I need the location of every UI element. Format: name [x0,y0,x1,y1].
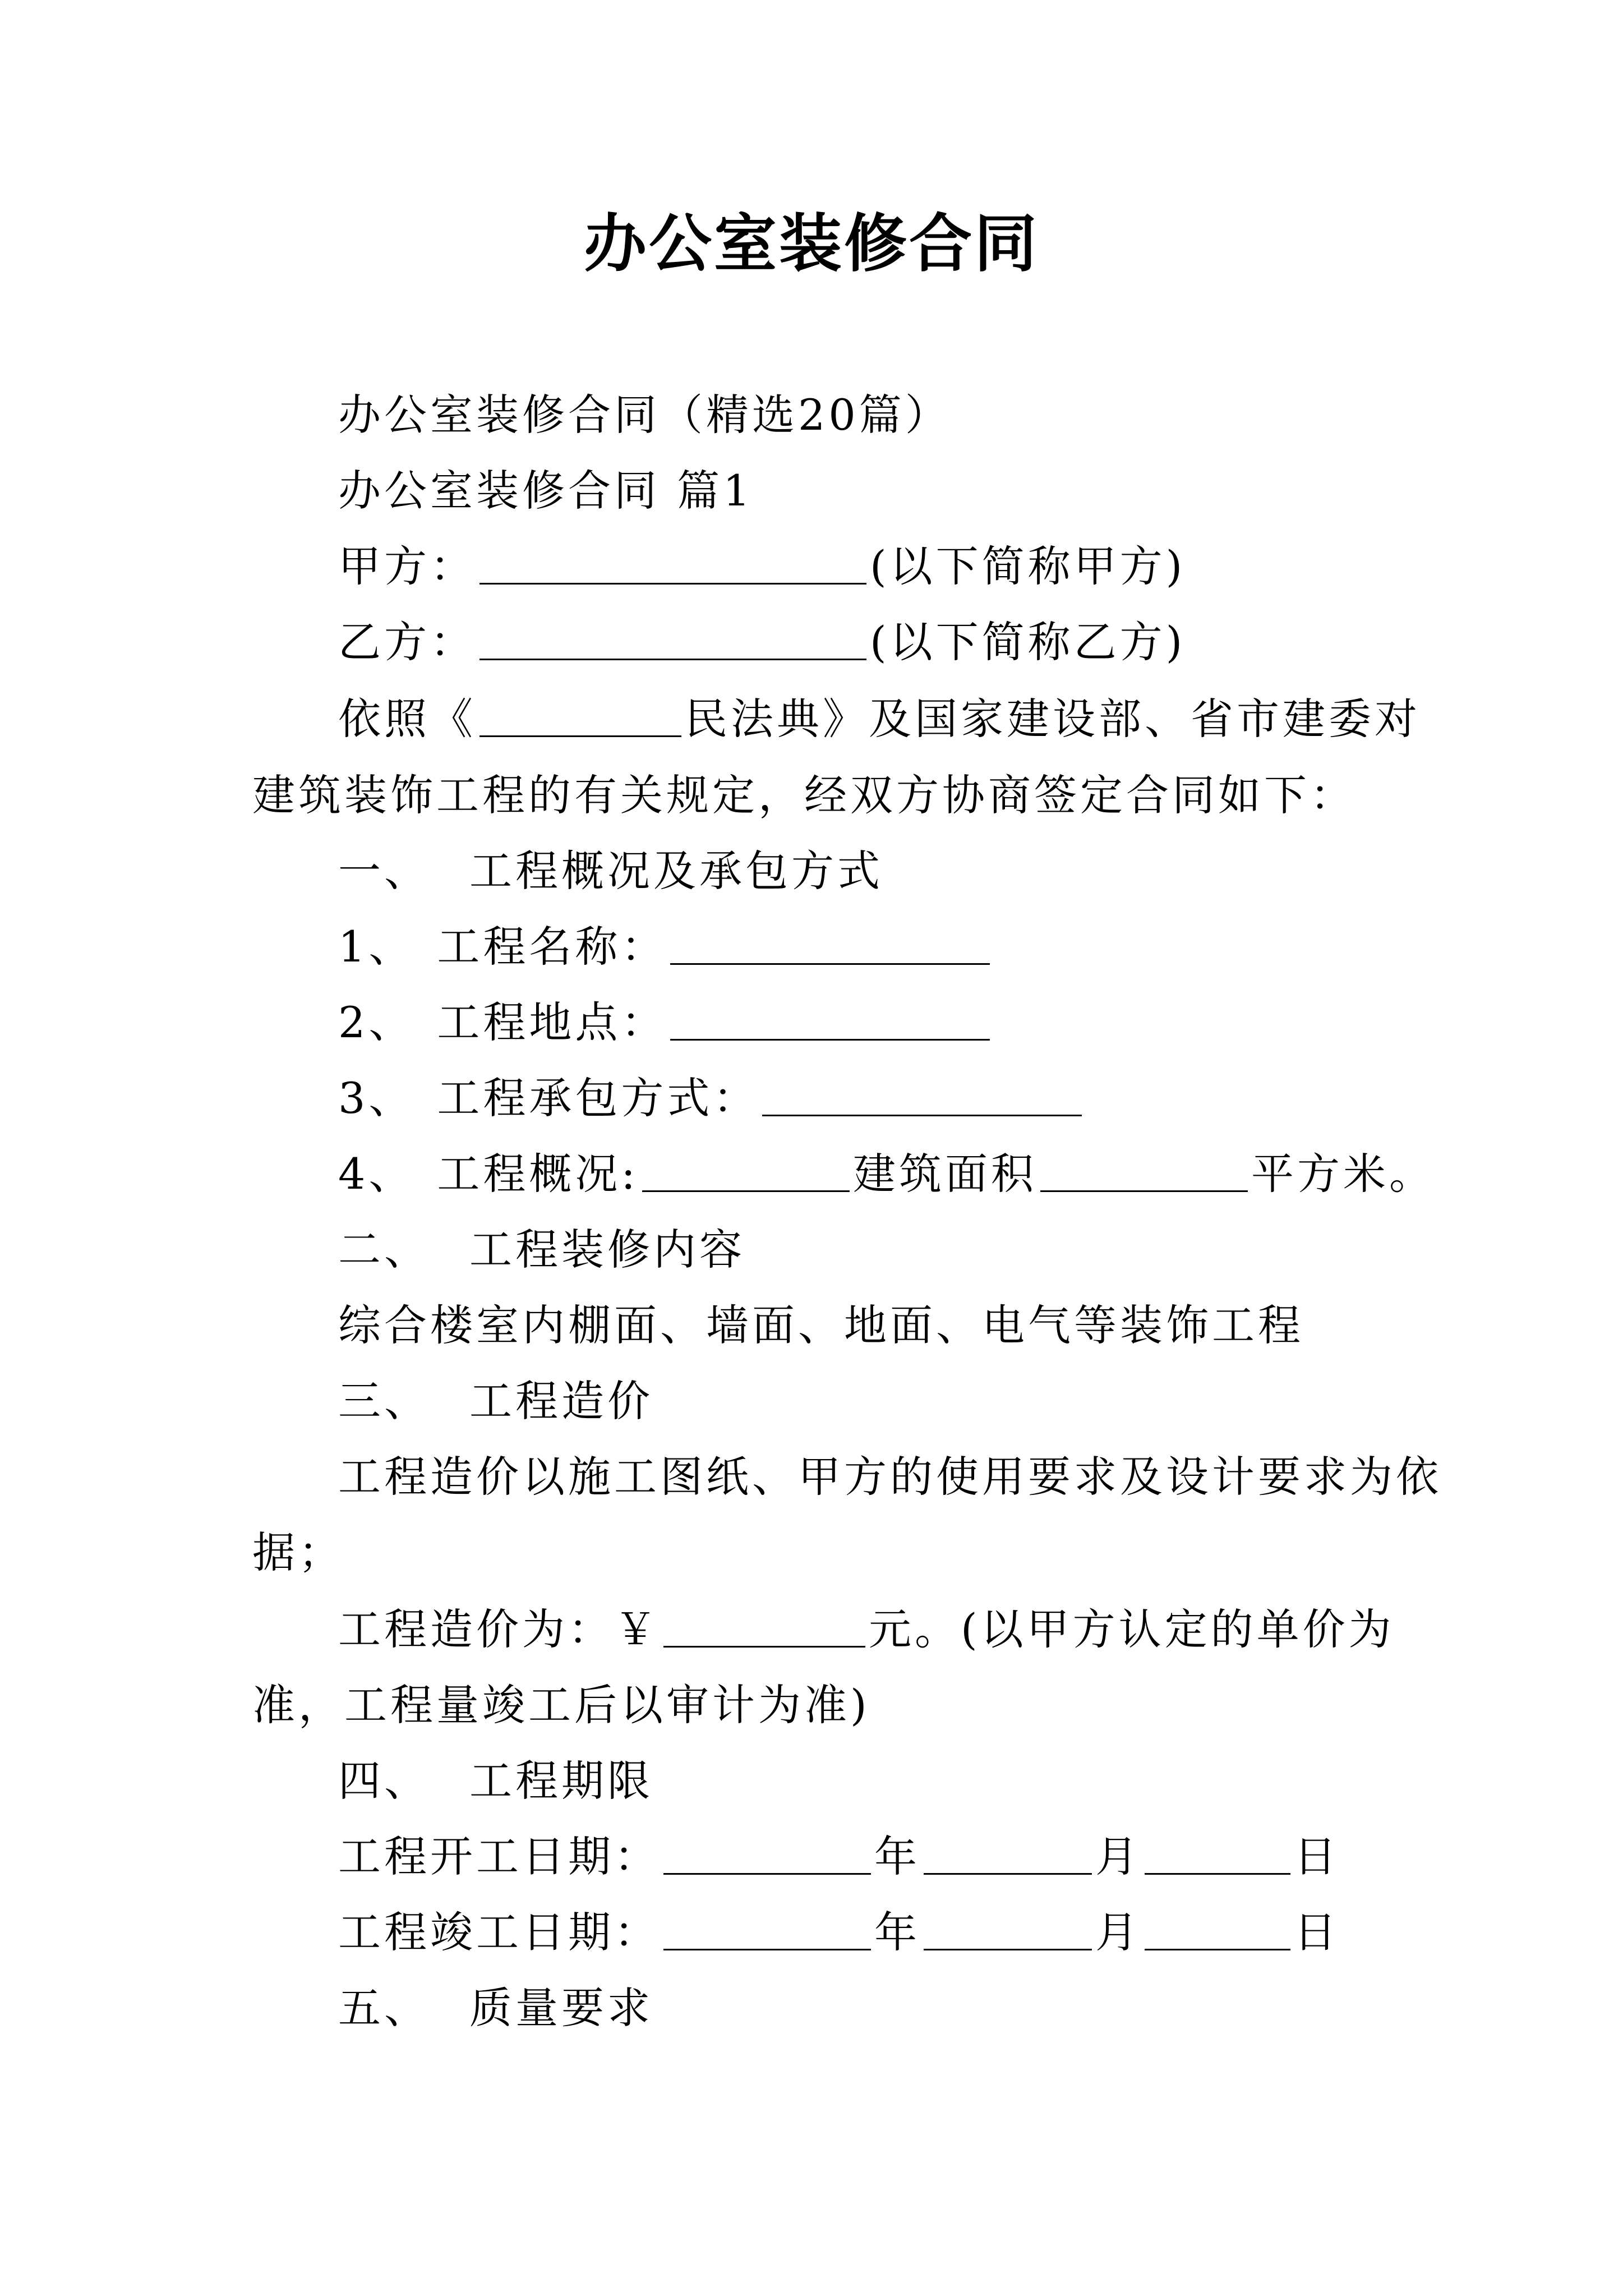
party-b-label: 乙方： [338,617,476,667]
price-end: 元。(以甲方认定的单价为 [869,1604,1395,1654]
document-title: 办公室装修合同 [584,207,1039,280]
party-a-note: (以下简称甲方) [870,541,1186,591]
start-date-line [338,1829,1477,1885]
start-day-unit: 日 [1294,1832,1340,1881]
party-a-label: 甲方： [338,541,476,591]
basis-cont: 建筑装饰工程的有关规定，经双方协商签定合同如下： [252,770,1356,820]
section-5-num: 五、 [338,1983,430,2033]
section-3-heading [338,1373,1477,1429]
section-4-heading [338,1753,1477,1809]
start-day-blank [1145,1830,1290,1875]
basis-blank [479,693,681,737]
section-3-body: 工程造价以施工图纸、甲方的使用要求及设计要求为依 [338,1452,1442,1502]
item-3-label: 工程承包方式： [437,1073,759,1123]
section-3-body-cont: 据； [252,1527,344,1577]
basis-prefix: 依照《 [338,694,476,744]
section-5-title: 质量要求 [469,1983,653,2033]
item-3-line [338,1070,1477,1126]
start-month-blank [924,1830,1092,1875]
end-date-line [338,1904,1477,1961]
start-year-blank [663,1830,871,1875]
section-1-num: 一、 [338,846,430,896]
item-4-line [338,1146,1477,1202]
item-2-label: 工程地点： [437,997,667,1047]
end-day-blank [1145,1906,1290,1950]
basis-middle: 民法典》及国家建设部、省市建委对 [685,694,1421,744]
start-month-unit: 月 [1095,1832,1141,1881]
item-4-end: 平方米。 [1251,1149,1435,1199]
end-year-blank [663,1906,871,1950]
price-blank [663,1603,865,1648]
party-b-blank [479,616,866,660]
end-day-unit: 日 [1294,1907,1340,1957]
end-year-unit: 年 [874,1907,920,1957]
item-2-line [338,995,1477,1051]
price-cont: 准，工程量竣工后以审计为准) [252,1680,870,1730]
item-1-line [338,919,1477,975]
item-1-label: 工程名称： [437,922,667,972]
price-line [338,1602,1477,1658]
section-4-title: 工程期限 [469,1756,653,1806]
section-2-title: 工程装修内容 [469,1225,745,1274]
end-month-unit: 月 [1095,1907,1141,1957]
section-1-title: 工程概况及承包方式 [469,846,883,896]
section-2-body: 综合楼室内棚面、墙面、地面、电气等装饰工程 [338,1300,1304,1350]
section-3-title: 工程造价 [469,1376,653,1426]
section-2-num: 二、 [338,1225,430,1274]
item-2-blank [670,996,990,1041]
party-b-note: (以下简称乙方) [870,617,1186,667]
item-4-blank-2 [1040,1148,1248,1192]
party-a-line [338,539,1477,595]
item-4-blank-1 [642,1148,850,1192]
subtitle: 办公室装修合同（精选20篇） [338,390,951,440]
section-2-heading [338,1222,1477,1278]
end-month-blank [924,1906,1092,1950]
end-date-label: 工程竣工日期： [338,1907,660,1957]
price-label: 工程造价为：￥ [338,1604,660,1654]
item-2-num: 2、 [338,997,415,1047]
item-1-blank [670,921,990,965]
item-1-num: 1、 [338,922,415,972]
start-date-label: 工程开工日期： [338,1832,660,1881]
basis-line [338,691,1477,747]
item-3-blank [762,1072,1082,1116]
party-a-blank [479,540,866,585]
article-heading: 办公室装修合同 篇1 [338,466,754,516]
start-year-unit: 年 [874,1832,920,1881]
item-4-num: 4、 [338,1149,415,1199]
section-3-num: 三、 [338,1376,430,1426]
party-b-line [338,614,1477,670]
section-5-heading [338,1980,1477,2036]
section-1-heading [338,843,1477,899]
item-4-label: 工程概况: [437,1149,639,1199]
item-3-num: 3、 [338,1073,415,1123]
item-4-mid: 建筑面积 [852,1149,1037,1199]
section-4-num: 四、 [338,1756,430,1806]
